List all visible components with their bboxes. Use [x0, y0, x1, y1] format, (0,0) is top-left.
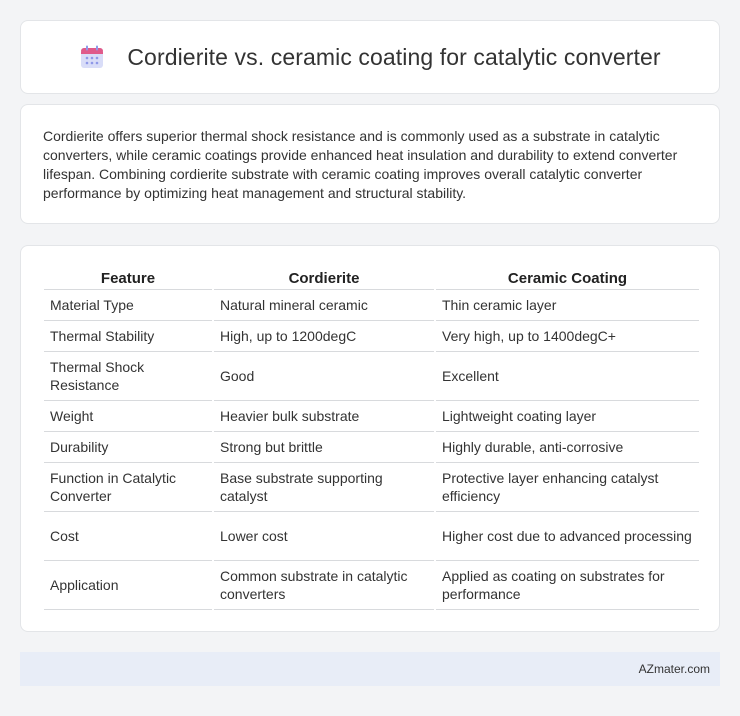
page-title: Cordierite vs. ceramic coating for catalytic converter [127, 43, 661, 70]
row-ceramic-coating: Higher cost due to advanced processing [436, 512, 699, 561]
row-feature: Material Type [44, 290, 212, 321]
table-row [44, 290, 699, 321]
row-feature: Thermal Stability [44, 321, 212, 352]
title-card [20, 20, 720, 94]
row-feature: Thermal Shock Resistance [44, 352, 212, 401]
table-row [44, 463, 699, 512]
row-ceramic-coating: Applied as coating on substrates for performance [436, 561, 699, 610]
row-ceramic-coating: Highly durable, anti-corrosive [436, 432, 699, 463]
footer [20, 652, 720, 686]
table-row [44, 512, 699, 561]
column-header-ceramic-coating: Ceramic Coating [436, 266, 699, 290]
table-row [44, 432, 699, 463]
footer-brand: AZmater.com [638, 662, 710, 676]
row-cordierite: Heavier bulk substrate [214, 401, 434, 432]
table-header-row [44, 266, 699, 290]
row-ceramic-coating: Thin ceramic layer [436, 290, 699, 321]
table-row [44, 352, 699, 401]
row-ceramic-coating: Very high, up to 1400degC+ [436, 321, 699, 352]
row-ceramic-coating: Lightweight coating layer [436, 401, 699, 432]
row-ceramic-coating: Excellent [436, 352, 699, 401]
row-cordierite: Strong but brittle [214, 432, 434, 463]
row-feature: Cost [44, 512, 212, 561]
comparison-table [42, 266, 701, 610]
row-cordierite: Common substrate in catalytic converters [214, 561, 434, 610]
row-cordierite: Base substrate supporting catalyst [214, 463, 434, 512]
summary-card [20, 104, 720, 224]
table-row [44, 561, 699, 610]
row-feature: Function in Catalytic Converter [44, 463, 212, 512]
row-feature: Durability [44, 432, 212, 463]
row-ceramic-coating: Protective layer enhancing catalyst efficiency [436, 463, 699, 512]
summary-text: Cordierite offers superior thermal shock resistance and is commonly used as a substrate in catalytic converters, while ceramic coatings provide enhanced heat insulation and durability to extend converter lifespan. Combining cordierite substrate with ceramic coating improves overall catalytic converter performance by optimizing heat management and structural stability. [43, 128, 678, 201]
row-feature: Weight [44, 401, 212, 432]
row-cordierite: Natural mineral ceramic [214, 290, 434, 321]
row-feature: Application [44, 561, 212, 610]
column-header-feature: Feature [44, 266, 212, 290]
comparison-table-card [20, 245, 720, 632]
table-row [44, 401, 699, 432]
table-row [44, 321, 699, 352]
row-cordierite: Lower cost [214, 512, 434, 561]
column-header-cordierite: Cordierite [214, 266, 434, 290]
row-cordierite: Good [214, 352, 434, 401]
calendar-icon [79, 44, 105, 70]
row-cordierite: High, up to 1200degC [214, 321, 434, 352]
